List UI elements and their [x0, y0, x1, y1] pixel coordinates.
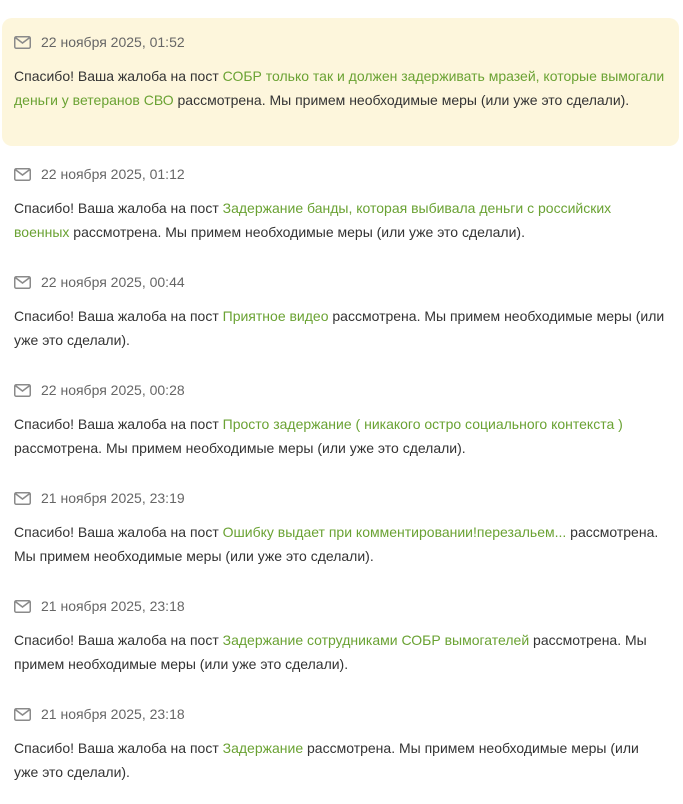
notification-item [2, 18, 679, 146]
notification-suffix: рассмотрена. Мы примем необходимые меры (или уже это сделали). [14, 632, 647, 672]
notification-text [14, 64, 667, 112]
post-link[interactable]: Задержание банды, которая выбивала деньги с российских военных [14, 200, 612, 240]
mail-icon [14, 168, 31, 181]
notification-date: 22 ноября 2025, 00:44 [41, 274, 185, 290]
notification-text [14, 520, 667, 568]
notification-date: 22 ноября 2025, 01:12 [41, 166, 185, 182]
notification-item [2, 704, 679, 784]
notification-header [14, 32, 667, 52]
mail-icon [14, 600, 31, 613]
mail-icon [14, 276, 31, 289]
notification-suffix: рассмотрена. Мы примем необходимые меры (или уже это сделали). [173, 92, 630, 108]
post-link[interactable]: СОБР только так и должен задерживать мразей, которые вымогали деньги у ветеранов СВО [14, 68, 665, 108]
notification-date: 21 ноября 2025, 23:19 [41, 490, 185, 506]
notification-date: 22 ноября 2025, 00:28 [41, 382, 185, 398]
post-link[interactable]: Задержание сотрудниками СОБР вымогателей [222, 632, 530, 648]
notification-date: 22 ноября 2025, 01:52 [41, 34, 185, 50]
notification-text [14, 196, 667, 244]
post-link[interactable]: Просто задержание ( никакого остро социального контекста ) [222, 416, 623, 432]
post-link[interactable]: Приятное видео [222, 308, 329, 324]
notification-item [2, 272, 679, 352]
notification-prefix: Спасибо! Ваша жалоба на пост [14, 740, 223, 756]
notification-prefix: Спасибо! Ваша жалоба на пост [14, 524, 223, 540]
notification-item [2, 488, 679, 568]
notification-item [2, 380, 679, 460]
notification-item [2, 596, 679, 676]
mail-icon [14, 708, 31, 721]
mail-icon [14, 492, 31, 505]
notification-item [2, 164, 679, 244]
notification-header [14, 704, 667, 724]
notification-suffix: рассмотрена. Мы примем необходимые меры (или уже это сделали). [14, 308, 665, 348]
notification-text [14, 412, 667, 460]
notification-header [14, 164, 667, 184]
notification-suffix: рассмотрена. Мы примем необходимые меры (или уже это сделали). [14, 740, 639, 780]
notification-header [14, 596, 667, 616]
notification-suffix: рассмотрена. Мы примем необходимые меры (или уже это сделали). [14, 524, 659, 564]
notification-suffix: рассмотрена. Мы примем необходимые меры (или уже это сделали). [14, 440, 466, 456]
post-link[interactable]: Задержание [222, 740, 304, 756]
notification-header [14, 488, 667, 508]
mail-icon [14, 384, 31, 397]
notification-prefix: Спасибо! Ваша жалоба на пост [14, 632, 223, 648]
notification-prefix: Спасибо! Ваша жалоба на пост [14, 68, 223, 84]
notification-date: 21 ноября 2025, 23:18 [41, 706, 185, 722]
notification-suffix: рассмотрена. Мы примем необходимые меры (или уже это сделали). [69, 224, 525, 240]
mail-icon [14, 36, 31, 49]
notification-prefix: Спасибо! Ваша жалоба на пост [14, 416, 223, 432]
notification-text [14, 736, 667, 784]
notification-prefix: Спасибо! Ваша жалоба на пост [14, 200, 223, 216]
notification-text [14, 304, 667, 352]
notification-header [14, 380, 667, 400]
notification-text [14, 628, 667, 676]
notification-date: 21 ноября 2025, 23:18 [41, 598, 185, 614]
notification-prefix: Спасибо! Ваша жалоба на пост [14, 308, 223, 324]
post-link[interactable]: Ошибку выдает при комментировании!перезальем... [222, 524, 567, 540]
notification-header [14, 272, 667, 292]
